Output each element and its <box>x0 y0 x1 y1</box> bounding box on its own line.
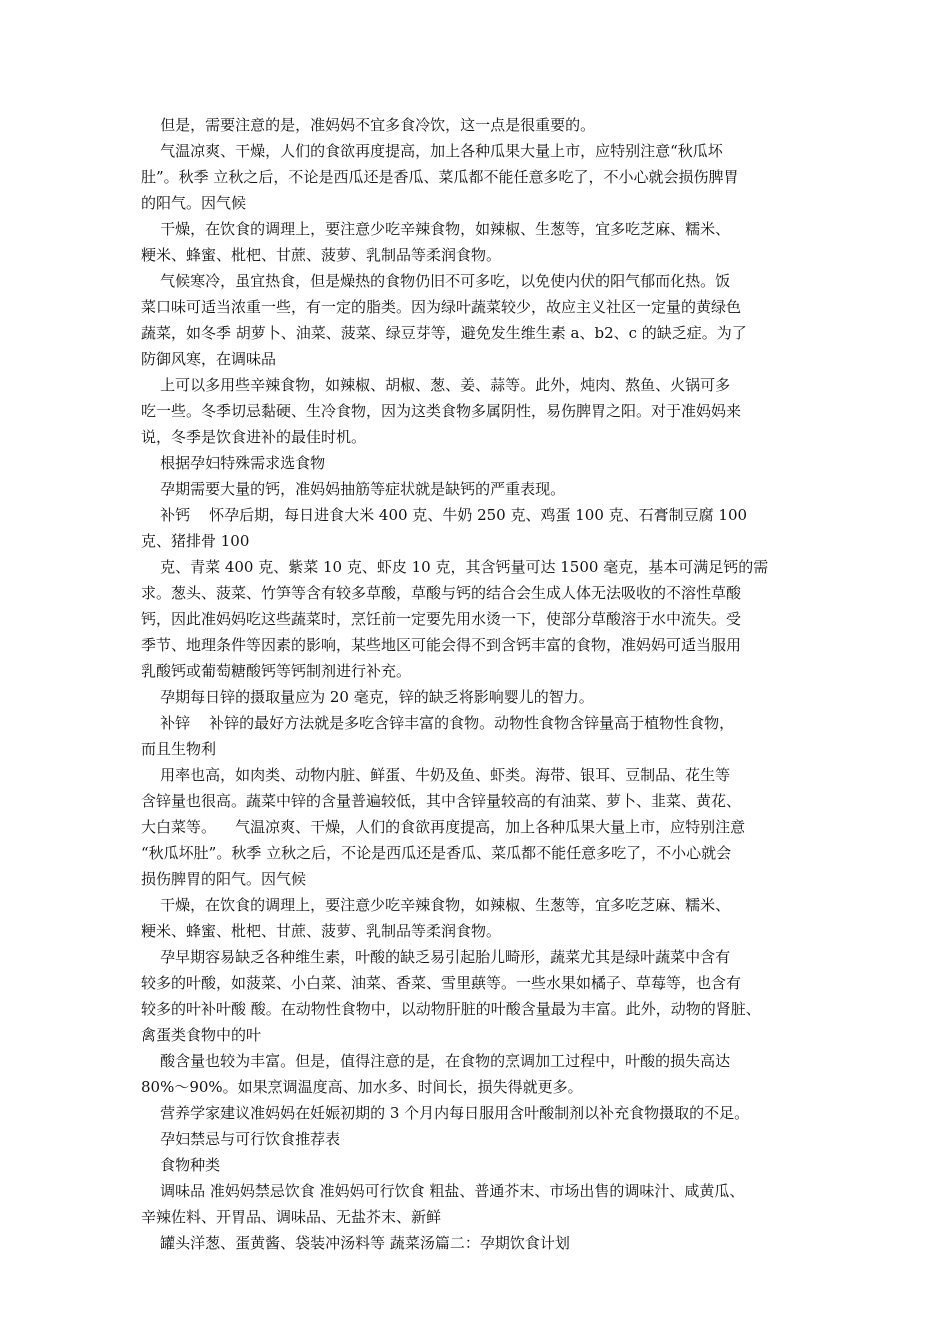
text-line: 食物种类 <box>141 1156 221 1174</box>
text-line: 粳米、蜂蜜、枇杷、甘蔗、菠萝、乳制品等柔润食物。 <box>141 246 502 264</box>
text-line: 求。葱头、菠菜、竹笋等含有较多草酸，草酸与钙的结合会生成人体无法吸收的不溶性草酸 <box>141 584 742 602</box>
text-line: “秋瓜坏肚”。秋季 立秋之后，不论是西瓜还是香瓜、菜瓜都不能任意多吃了，不小心就会 <box>141 844 732 862</box>
text-line: 克、猪排骨 100 <box>141 532 250 550</box>
text-line: 说，冬季是饮食进补的最佳时机。 <box>141 428 367 446</box>
text-line: 而且生物利 <box>141 740 217 758</box>
text-line: 干燥，在饮食的调理上，要注意少吃辛辣食物，如辣椒、生葱等，宜多吃芝麻、糯米、 <box>141 220 731 238</box>
text-line: 孕妇禁忌与可行饮食推荐表 <box>141 1130 341 1148</box>
text-line: 孕早期容易缺乏各种维生素，叶酸的缺乏易引起胎儿畸形，蔬菜尤其是绿叶蔬菜中含有 <box>141 948 731 966</box>
text-line: 肚”。秋季 立秋之后，不论是西瓜还是香瓜、菜瓜都不能任意多吃了，不小心就会损伤脾胃 <box>141 168 739 186</box>
text-line: 较多的叶补叶酸 酸。在动物性食物中，以动物肝脏的叶酸含量最为丰富。此外，动物的肾脏、 <box>141 1000 761 1018</box>
text-line: 损伤脾胃的阳气。因气候 <box>141 870 307 888</box>
text-line: 补钙 怀孕后期，每日进食大米 400 克、牛奶 250 克、鸡蛋 100 克、石膏制豆腐 100 <box>141 506 748 524</box>
text-line: 蔬菜，如冬季 胡萝卜、油菜、菠菜、绿豆芽等，避免发生维生素 a、b2、c 的缺乏症。为了 <box>141 324 747 342</box>
text-line: 80%～90%。如果烹调温度高、加水多、时间长，损失得就更多。 <box>141 1078 583 1096</box>
text-line: 粳米、蜂蜜、枇杷、甘蔗、菠萝、乳制品等柔润食物。 <box>141 922 502 940</box>
text-line: 气候寒冷，虽宜热食，但是燥热的食物仍旧不可多吃，以免使内伏的阳气郁而化热。饭 <box>141 272 731 290</box>
text-line: 辛辣佐料、开胃品、调味品、无盐芥末、新鲜 <box>141 1208 442 1226</box>
text-line: 罐头洋葱、蛋黄酱、袋装冲汤料等 蔬菜汤篇二：孕期饮食计划 <box>141 1234 570 1252</box>
text-line: 补锌 补锌的最好方法就是多吃含锌丰富的食物。动物性食物含锌量高于植物性食物， <box>141 714 735 732</box>
text-line: 克、青菜 400 克、紫菜 10 克、虾皮 10 克，其含钙量可达 1500 毫克，基本可满足钙的需 <box>141 558 769 576</box>
text-line: 孕期每日锌的摄取量应为 20 毫克，锌的缺乏将影响婴儿的智力。 <box>141 688 594 706</box>
text-line: 菜口味可适当浓重一些，有一定的脂类。因为绿叶蔬菜较少，故应主义社区一定量的黄绿色 <box>141 298 742 316</box>
text-line: 乳酸钙或葡萄糖酸钙等钙制剂进行补充。 <box>141 662 412 680</box>
text-line: 大白菜等。 气温凉爽、干燥，人们的食欲再度提高，加上各种瓜果大量上市，应特别注意 <box>141 818 746 836</box>
text-line: 禽蛋类食物中的叶 <box>141 1026 262 1044</box>
text-line: 但是，需要注意的是，准妈妈不宜多食冷饮，这一点是很重要的。 <box>141 116 596 134</box>
text-line: 含锌量也很高。蔬菜中锌的含量普遍较低，其中含锌量较高的有油菜、萝卜、韭菜、黄花、 <box>141 792 742 810</box>
text-line: 调味品 准妈妈禁忌饮食 准妈妈可行饮食 粗盐、普通芥末、市场出售的调味汁、咸黄瓜、 <box>141 1182 745 1200</box>
text-line: 钙，因此准妈妈吃这些蔬菜时，烹饪前一定要先用水烫一下，使部分草酸溶于水中流失。受 <box>141 610 742 628</box>
text-line: 根据孕妇特殊需求选食物 <box>141 454 326 472</box>
text-line: 干燥，在饮食的调理上，要注意少吃辛辣食物，如辣椒、生葱等，宜多吃芝麻、糯米、 <box>141 896 731 914</box>
text-line: 季节、地理条件等因素的影响，某些地区可能会得不到含钙丰富的食物，准妈妈可适当服用 <box>141 636 742 654</box>
text-line: 吃一些。冬季切忌黏硬、生冷食物，因为这类食物多属阴性，易伤脾胃之阳。对于准妈妈来 <box>141 402 742 420</box>
text-line: 酸含量也较为丰富。但是，值得注意的是，在食物的烹调加工过程中，叶酸的损失高达 <box>141 1052 731 1070</box>
text-line: 气温凉爽、干燥，人们的食欲再度提高，加上各种瓜果大量上市，应特别注意“秋瓜坏 <box>141 142 723 160</box>
text-line: 孕期需要大量的钙，准妈妈抽筋等症状就是缺钙的严重表现。 <box>141 480 566 498</box>
text-line: 用率也高，如肉类、动物内脏、鲜蛋、牛奶及鱼、虾类。海带、银耳、豆制品、花生等 <box>141 766 731 784</box>
text-line: 上可以多用些辛辣食物，如辣椒、胡椒、葱、姜、蒜等。此外，炖肉、熬鱼、火锅可多 <box>141 376 731 394</box>
document-body <box>141 112 821 1256</box>
text-line: 的阳气。因气候 <box>141 194 247 212</box>
text-line: 较多的叶酸，如菠菜、小白菜、油菜、香菜、雪里蕻等。一些水果如橘子、草莓等，也含有 <box>141 974 742 992</box>
text-line: 营养学家建议准妈妈在妊娠初期的 3 个月内每日服用含叶酸制剂以补充食物摄取的不足。 <box>141 1104 750 1122</box>
text-line: 防御风寒，在调味品 <box>141 350 277 368</box>
